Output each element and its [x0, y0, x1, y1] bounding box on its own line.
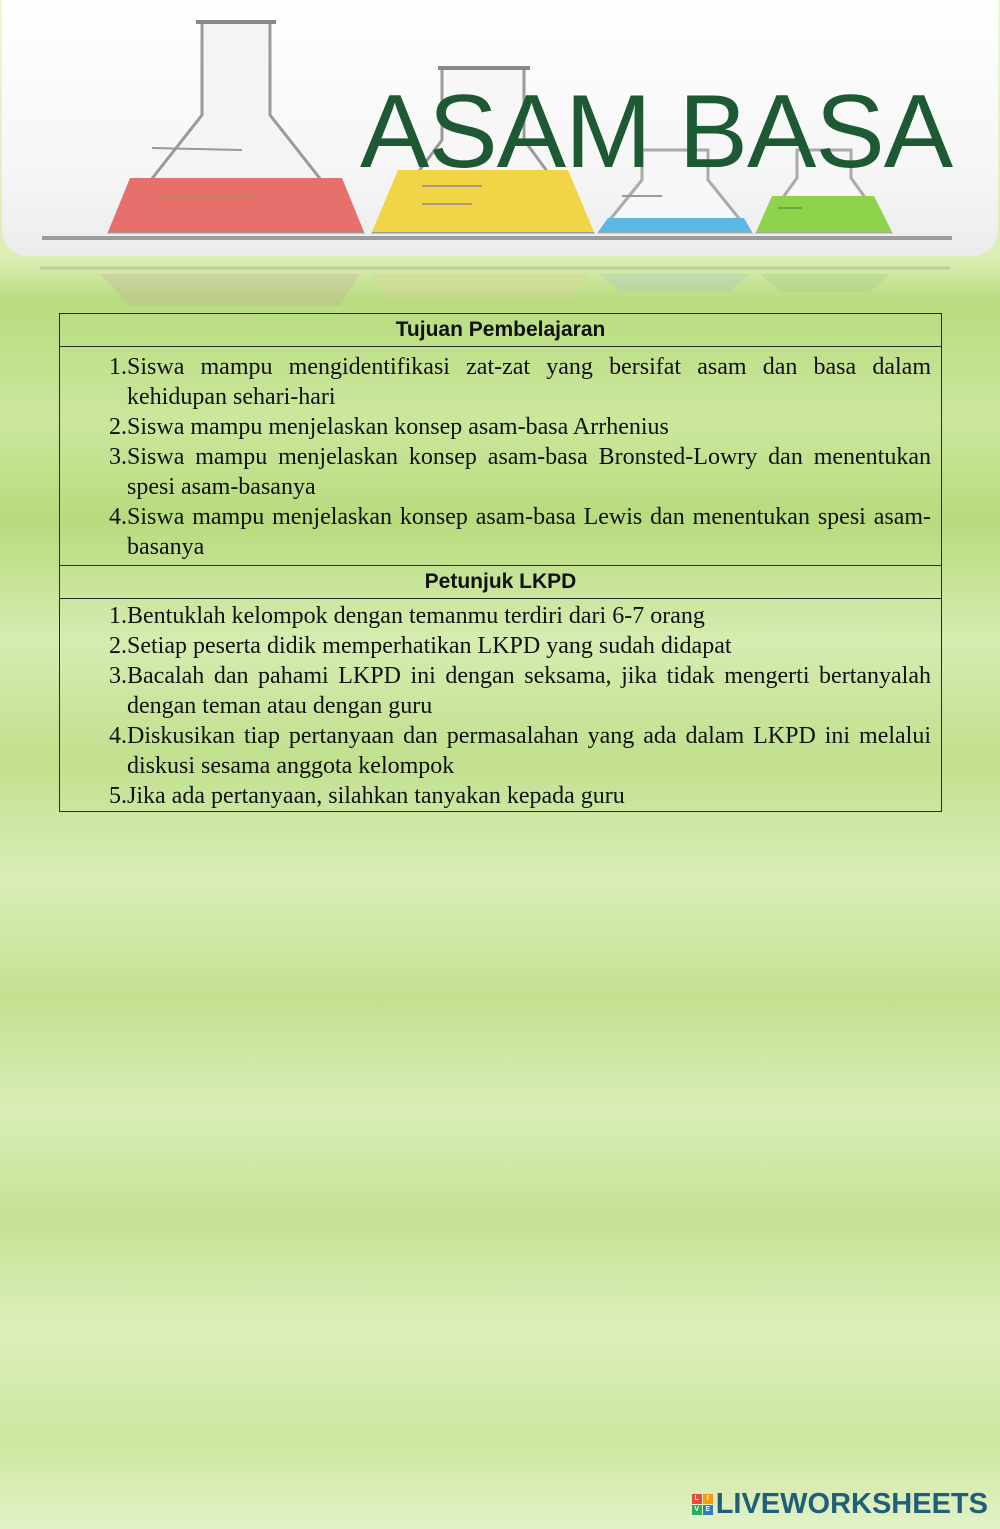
- page-title: ASAM BASA: [360, 74, 953, 190]
- list-item: [60, 661, 931, 721]
- liveworksheets-logo-icon: L I V E: [692, 1494, 713, 1515]
- liveworksheets-watermark[interactable]: [692, 1488, 988, 1521]
- item-number: 1.: [109, 603, 127, 629]
- watermark-text: LIVEWORKSHEETS: [715, 1488, 988, 1520]
- header-banner: [2, 0, 998, 256]
- flask-reflection: [40, 262, 960, 312]
- item-number: 1.: [109, 354, 127, 380]
- item-text: Siswa mampu menjelaskan konsep asam-basa Lewis dan menentukan spesi asam-basanya: [127, 504, 931, 560]
- section-heading-tujuan: Tujuan Pembelajaran: [395, 318, 606, 341]
- list-item: [60, 502, 931, 562]
- item-number: 4.: [109, 723, 127, 749]
- list-item: [60, 631, 931, 661]
- item-text: Siswa mampu menjelaskan konsep asam-basa Bronsted-Lowry dan menentukan spesi asam-basanya: [127, 444, 931, 500]
- worksheet-table: [59, 313, 942, 812]
- list-item: [60, 721, 931, 781]
- item-number: 5.: [109, 783, 127, 809]
- list-item: [60, 442, 931, 502]
- item-text: Jika ada pertanyaan, silahkan tanyakan kepada guru: [127, 783, 625, 809]
- item-number: 2.: [109, 633, 127, 659]
- item-text: Siswa mampu mengidentifikasi zat-zat yang bersifat asam dan basa dalam kehidupan sehari-hari: [127, 354, 931, 410]
- item-text: Setiap peserta didik memperhatikan LKPD yang sudah didapat: [127, 633, 732, 659]
- item-text: Bacalah dan pahami LKPD ini dengan seksama, jika tidak mengerti bertanyalah dengan teman atau dengan guru: [127, 663, 931, 719]
- list-item: [60, 781, 931, 811]
- section-heading-petunjuk: Petunjuk LKPD: [424, 570, 577, 593]
- item-number: 2.: [109, 414, 127, 440]
- red-flask-icon: [108, 22, 364, 232]
- list-item: [60, 412, 931, 442]
- item-text: Diskusikan tiap pertanyaan dan permasalahan yang ada dalam LKPD ini melalui diskusi sesama anggota kelompok: [127, 723, 931, 779]
- petunjuk-list: [60, 599, 941, 811]
- item-text: Siswa mampu menjelaskan konsep asam-basa Arrhenius: [127, 414, 669, 440]
- list-item: [60, 601, 931, 631]
- tujuan-list: [60, 347, 941, 565]
- list-item: [60, 352, 931, 412]
- item-number: 3.: [109, 663, 127, 689]
- item-number: 4.: [109, 504, 127, 530]
- item-number: 3.: [109, 444, 127, 470]
- item-text: Bentuklah kelompok dengan temanmu terdiri dari 6-7 orang: [127, 603, 705, 629]
